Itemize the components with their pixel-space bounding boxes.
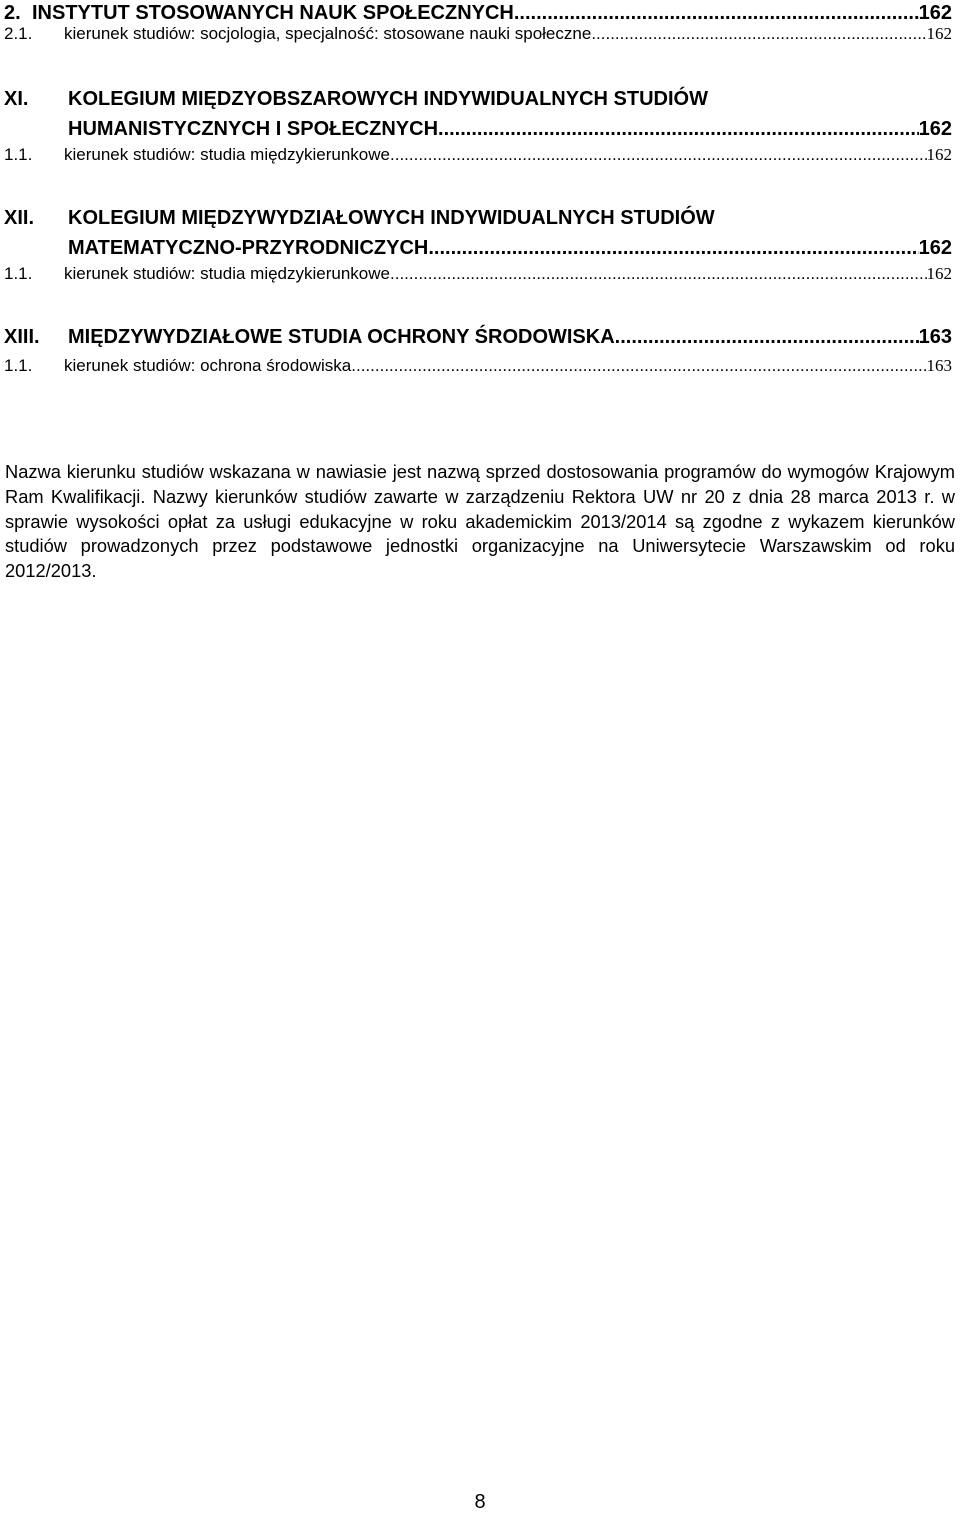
toc-number: 2.1. (4, 24, 33, 43)
toc-subentry-XI-1-1[interactable] (0, 143, 952, 167)
toc-title-line-2: HUMANISTYCZNYCH I SPOŁECZNYCH (68, 118, 439, 140)
toc-subentry-2-1[interactable] (0, 22, 952, 46)
toc-page-number: 162 (926, 24, 952, 43)
toc-number: 1.1. (4, 356, 33, 375)
toc-page-number: 162 (926, 145, 952, 164)
toc-entry-XI[interactable] (0, 84, 952, 144)
dot-leader (615, 322, 919, 352)
toc-title-line-1: KOLEGIUM MIĘDZYWYDZIAŁOWYCH INDYWIDUALNYCH STUDIÓW (68, 207, 715, 229)
toc-page-number: 163 (926, 356, 952, 375)
toc-number: XI. (4, 88, 29, 110)
toc-number: 1.1. (4, 145, 33, 164)
toc-subentry-XIII-1-1[interactable] (0, 354, 952, 378)
toc-page-number: 162 (918, 118, 952, 140)
toc-title: kierunek studiów: studia międzykierunkowe (64, 264, 390, 283)
toc-number: XIII. (4, 326, 40, 348)
toc-page-number: 162 (918, 2, 952, 24)
toc-entry-XIII[interactable] (0, 322, 952, 352)
toc-number: 2. (4, 2, 21, 24)
toc-page-number: 163 (918, 326, 952, 348)
toc-title-line-2: MATEMATYCZNO-PRZYRODNICZYCH (68, 237, 429, 259)
dot-leader (390, 143, 927, 167)
dot-leader (428, 233, 918, 263)
dot-leader (438, 114, 919, 144)
toc-number: XII. (4, 207, 35, 229)
toc-title: INSTYTUT STOSOWANYCH NAUK SPOŁECZNYCH (32, 2, 514, 24)
dot-leader (351, 354, 926, 378)
toc-entry-XII[interactable] (0, 203, 952, 263)
toc-title: kierunek studiów: socjologia, specjalność: stosowane nauki społeczne (64, 24, 592, 43)
dot-leader (591, 22, 926, 46)
toc-subentry-XII-1-1[interactable] (0, 262, 952, 286)
toc-page-number: 162 (926, 264, 952, 283)
explanatory-note: Nazwa kierunku studiów wskazana w nawiasie jest nazwą sprzed dostosowania programów do wymogów Krajowym Ram Kwalifikacji. Nazwy kierunków studiów zawarte w zarządzeniu Rektora UW nr 20 z dnia 28 marca 2013 r. w sprawie wysokości opłat za usługi edukacyjne w roku akademickim 2013/2014 są zgodne z wykazem kierunków studiów prowadzonych przez podstawowe jednostki organizacyjne na Uniwersytecie Warszawskim od roku 2012/2013. (5, 461, 955, 582)
toc-title-line-1: KOLEGIUM MIĘDZYOBSZAROWYCH INDYWIDUALNYCH STUDIÓW (68, 88, 708, 110)
toc-title: kierunek studiów: ochrona środowiska (64, 356, 352, 375)
dot-leader (390, 262, 927, 286)
toc-title: kierunek studiów: studia międzykierunkowe (64, 145, 390, 164)
toc-page-number: 162 (918, 237, 952, 259)
toc-number: 1.1. (4, 264, 33, 283)
page-number: 8 (474, 1491, 486, 1513)
toc-title: MIĘDZYWYDZIAŁOWE STUDIA OCHRONY ŚRODOWISKA (68, 326, 615, 348)
